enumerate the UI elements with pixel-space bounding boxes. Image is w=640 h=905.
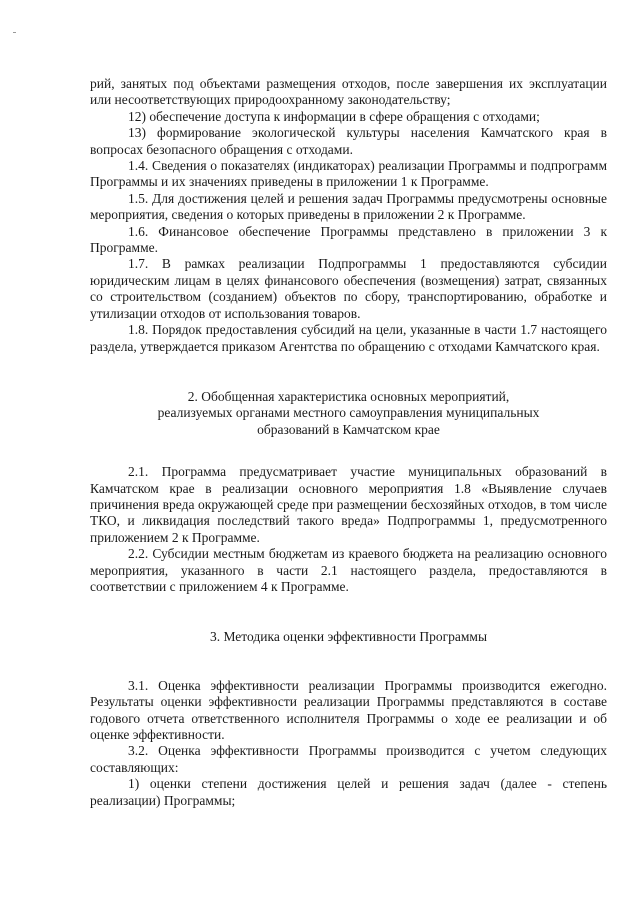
list-item-13: 13) формирование экологической культуры населения Камчатского края в вопросах безопасного обращения с отходами. <box>90 125 607 157</box>
scan-speck <box>13 32 16 33</box>
list-item-1: 1) оценки степени достижения целей и решения задач (далее - степень реализации) Программы; <box>90 776 607 808</box>
section-3-heading: 3. Методика оценки эффективности Программы <box>209 629 488 645</box>
paragraph-continuation: рий, занятых под объектами размещения отходов, после завершения их эксплуатации или несоответствующих природоохранному законодательству; <box>90 76 607 108</box>
section-2-heading <box>90 389 607 438</box>
paragraph-1-8: 1.8. Порядок предоставления субсидий на цели, указанные в части 1.7 настоящего раздела, утверждается приказом Агентства по обращению с отходами Камчатского края. <box>90 322 607 354</box>
section-2-heading-line: образований в Камчатском крае <box>257 421 440 437</box>
paragraph-2-1: 2.1. Программа предусматривает участие муниципальных образований в Камчатском крае в реализации основного мероприятия 1.8 «Выявление случаев причинения вреда окружающей среде при размещении бесхозяйных отходов, в том числе ТКО, и ликвидация последствий такого вреда» Подпрограммы 1, предусмотренного приложением 2 к Программе. <box>90 464 607 545</box>
paragraph-2-2: 2.2. Субсидии местным бюджетам из краевого бюджета на реализацию основного мероприятия, указанного в части 2.1 настоящего раздела, предоставляются в соответствии с приложением 4 к Программе. <box>90 546 607 594</box>
paragraph-3-2: 3.2. Оценка эффективности Программы производится с учетом следующих составляющих: <box>90 743 607 775</box>
list-item-12: 12) обеспечение доступа к информации в сфере обращения с отходами; <box>128 108 540 124</box>
paragraph-1-4: 1.4. Сведения о показателях (индикаторах) реализации Программы и подпрограмм Программы и их значениях приведены в приложении 1 к Программе. <box>90 158 607 190</box>
section-2-heading-line: 2. Обобщенная характеристика основных мероприятий, <box>187 388 510 404</box>
document-body <box>90 76 607 809</box>
paragraph-1-6: 1.6. Финансовое обеспечение Программы представлено в приложении 3 к Программе. <box>90 223 607 256</box>
paragraph-1-7: 1.7. В рамках реализации Подпрограммы 1 предоставляются субсидии юридическим лицам в целях финансового обеспечения (возмещения) затрат, связанных со строительством (созданием) объектов по сбору, транспортированию, обработке и утилизации отходов от использования товаров. <box>90 256 607 321</box>
section-2-heading-line: реализуемых органами местного самоуправления муниципальных <box>157 405 540 421</box>
paragraph-1-5: 1.5. Для достижения целей и решения задач Программы предусмотрены основные мероприятия, сведения о которых приведены в приложении 2 к Программе. <box>90 190 607 223</box>
paragraph-3-1: 3.1. Оценка эффективности реализации Программы производится ежегодно. Результаты оценки эффективности реализации Программы представляются в составе годового отчета ответственного исполнителя Программы о ходе ее реализации и об оценке эффективности. <box>90 677 607 742</box>
